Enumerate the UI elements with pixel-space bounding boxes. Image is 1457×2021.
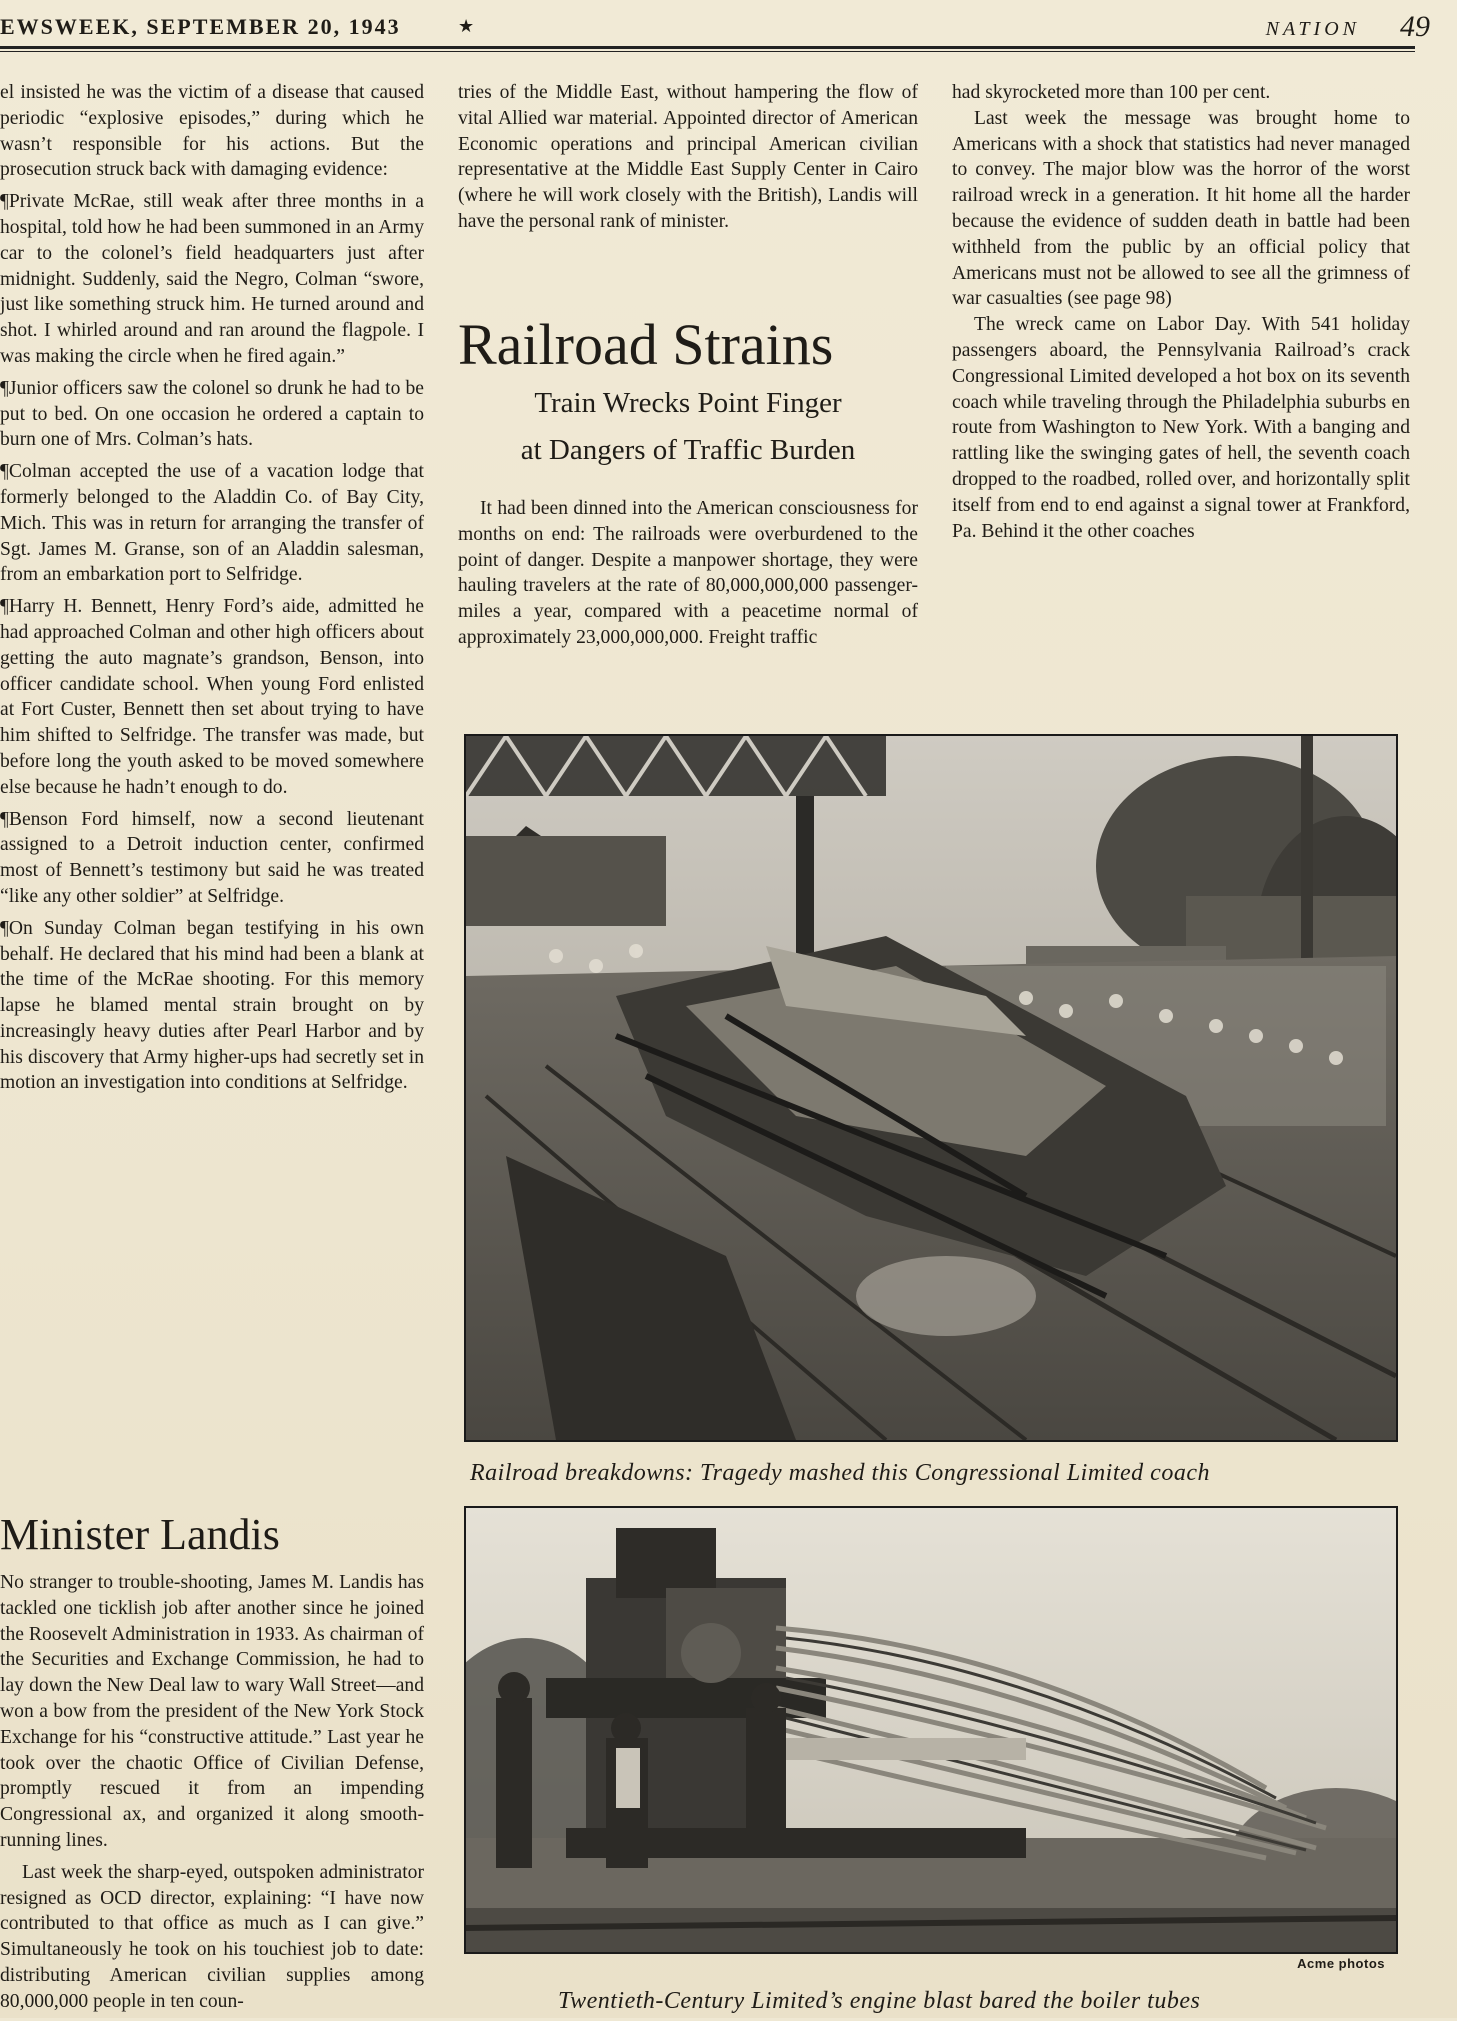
photo-caption-1: Railroad breakdowns: Tragedy mashed this Congressional Limited coach: [470, 1460, 1210, 1486]
publication-dateline: EWSWEEK, SEPTEMBER 20, 1943: [0, 14, 401, 39]
paragraph: ¶Private McRae, still weak after three months in a hospital, told how he had been summoned in an Army car to the colonel’s field headquarters just after midnight. Suddenly, said the Negro, Colman “swore, just like something struck him. He turned around and shot. I whirled around and ran around the flagpole. I was making the circle when he fired again.”: [0, 191, 424, 367]
railroad-subheadline: [458, 380, 918, 474]
railroad-headline: Railroad Strains: [458, 312, 834, 377]
paragraph: ¶Junior officers saw the colonel so drunk he had to be put to bed. On one occasion he ordered a captain to burn one of Mrs. Colman’s hats.: [0, 377, 424, 451]
paragraph: el insisted he was the victim of a disease that caused periodic “explosive episodes,” during which he wasn’t responsible for his actions. But the prosecution struck back with damaging evidence:: [0, 82, 424, 181]
subhead-line: Train Wrecks Point Finger: [534, 387, 842, 419]
star-icon: ★: [458, 16, 475, 36]
colman-article-body: [0, 80, 424, 1102]
header-rule-thin: [0, 51, 1415, 52]
engine-photo-image: [466, 1508, 1396, 1952]
paragraph: ¶Harry H. Bennett, Henry Ford’s aide, admitted he had approached Colman and other high officers about getting the auto magnate’s grandson, Benson, into officer candidate school. When young Ford enlisted at Fort Custer, Bennett then set about trying to have him shifted to Selfridge. The transfer was made, but before long the youth asked to be moved somewhere else because he hadn’t enough to do.: [0, 596, 424, 798]
paragraph: ¶Colman accepted the use of a vacation lodge that formerly belonged to the Aladdin Co. of Bay City, Mich. This was in return for arranging the transfer of Sgt. James M. Granse, son of an Aladdin salesman, from an embarkation port to Selfridge.: [0, 461, 424, 586]
subhead-line: at Dangers of Traffic Burden: [520, 434, 856, 466]
photo-caption-2: Twentieth-Century Limited’s engine blast bared the boiler tubes: [558, 1988, 1201, 2014]
paragraph: Last week the sharp-eyed, outspoken administrator resigned as OCD director, explaining: “I have now contributed to that office as much as I can give.” Simultaneously he took on his touchiest job to date: distributing American civilian supplies among 80,000,000 people in ten coun-: [0, 1861, 424, 2012]
paragraph: had skyrocketed more than 100 per cent.: [952, 82, 1271, 103]
column-3: [952, 80, 1410, 544]
landis-article-body: [0, 1570, 424, 2021]
wreck-photo-congressional: [464, 734, 1398, 1442]
paragraph: ¶Benson Ford himself, now a second lieutenant assigned to a Detroit induction center, confirmed most of Bennett’s testimony but said he was treated “like any other soldier” at Selfridge.: [0, 808, 424, 907]
paragraph: It had been dinned into the American consciousness for months on end: The railroads were overburdened to the point of danger. Despite a manpower shortage, they were hauling travelers at the rate of 80,000,000,000 passenger-miles a year, compared with a peacetime normal of approximately 23,000,000,000. Freight traffic: [458, 498, 918, 648]
section-label: NATION: [1265, 18, 1360, 40]
railroad-article-body-col2: [458, 496, 918, 651]
landis-continuation: [458, 80, 918, 235]
wreck-photo-image: [466, 736, 1396, 1440]
wreck-photo-engine: [464, 1506, 1398, 1954]
paragraph: The wreck came on Labor Day. With 541 holiday passengers aboard, the Pennsylvania Railroad’s crack Congressional Limited developed a hot box on its seventh coach while traveling through the Philadelphia suburbs en route from Washington to New York. With a banging and rattling like the swinging gates of hell, the seventh coach dropped to the roadbed, rolled over, and horizontally split itself from end to end against a signal tower at Frankford, Pa. Behind it the other coaches: [952, 314, 1410, 542]
paragraph: tries of the Middle East, without hampering the flow of vital Allied war material. Appointed director of American Economic operations and principal American civilian representative at the Middle East Supply Center in Cairo (where he will work closely with the British), Landis will have the personal rank of minister.: [458, 82, 918, 232]
paragraph: Last week the message was brought home to Americans with a shock that statistics had never managed to convey. The major blow was the horror of the worst railroad wreck in a generation. It hit home all the harder because the evidence of sudden death in battle had been withheld from the public by an official policy that Americans must not be allowed to see all the grimness of war casualties (see page 98): [952, 107, 1410, 310]
paragraph: ¶On Sunday Colman began testifying in his own behalf. He declared that his mind had been a blank at the time of the McRae shooting. For this memory lapse he blamed mental strain brought on by increasingly heavy duties after Pearl Harbor and by his discovery that Army higher-ups had secretly set in motion an investigation into conditions at Selfridge.: [0, 917, 424, 1094]
landis-headline: Minister Landis: [0, 1510, 280, 1559]
photo-credit: Acme photos: [1297, 1956, 1385, 1971]
page-number: 49: [1400, 10, 1430, 43]
page-header: [0, 10, 1430, 50]
header-rule: [0, 46, 1415, 49]
paragraph: No stranger to trouble-shooting, James M. Landis has tackled one ticklish job after another since he joined the Roosevelt Administration in 1933. As chairman of the Securities and Exchange Commission, he had to lay down the New Deal law to wary Wall Street—and won a bow from the president of the New York Stock Exchange for his “constructive attitude.” Last year he took over the chaotic Office of Civilian Defense, promptly rescued it from an impending Congressional ax, and organized it along smooth-running lines.: [0, 1572, 424, 1851]
